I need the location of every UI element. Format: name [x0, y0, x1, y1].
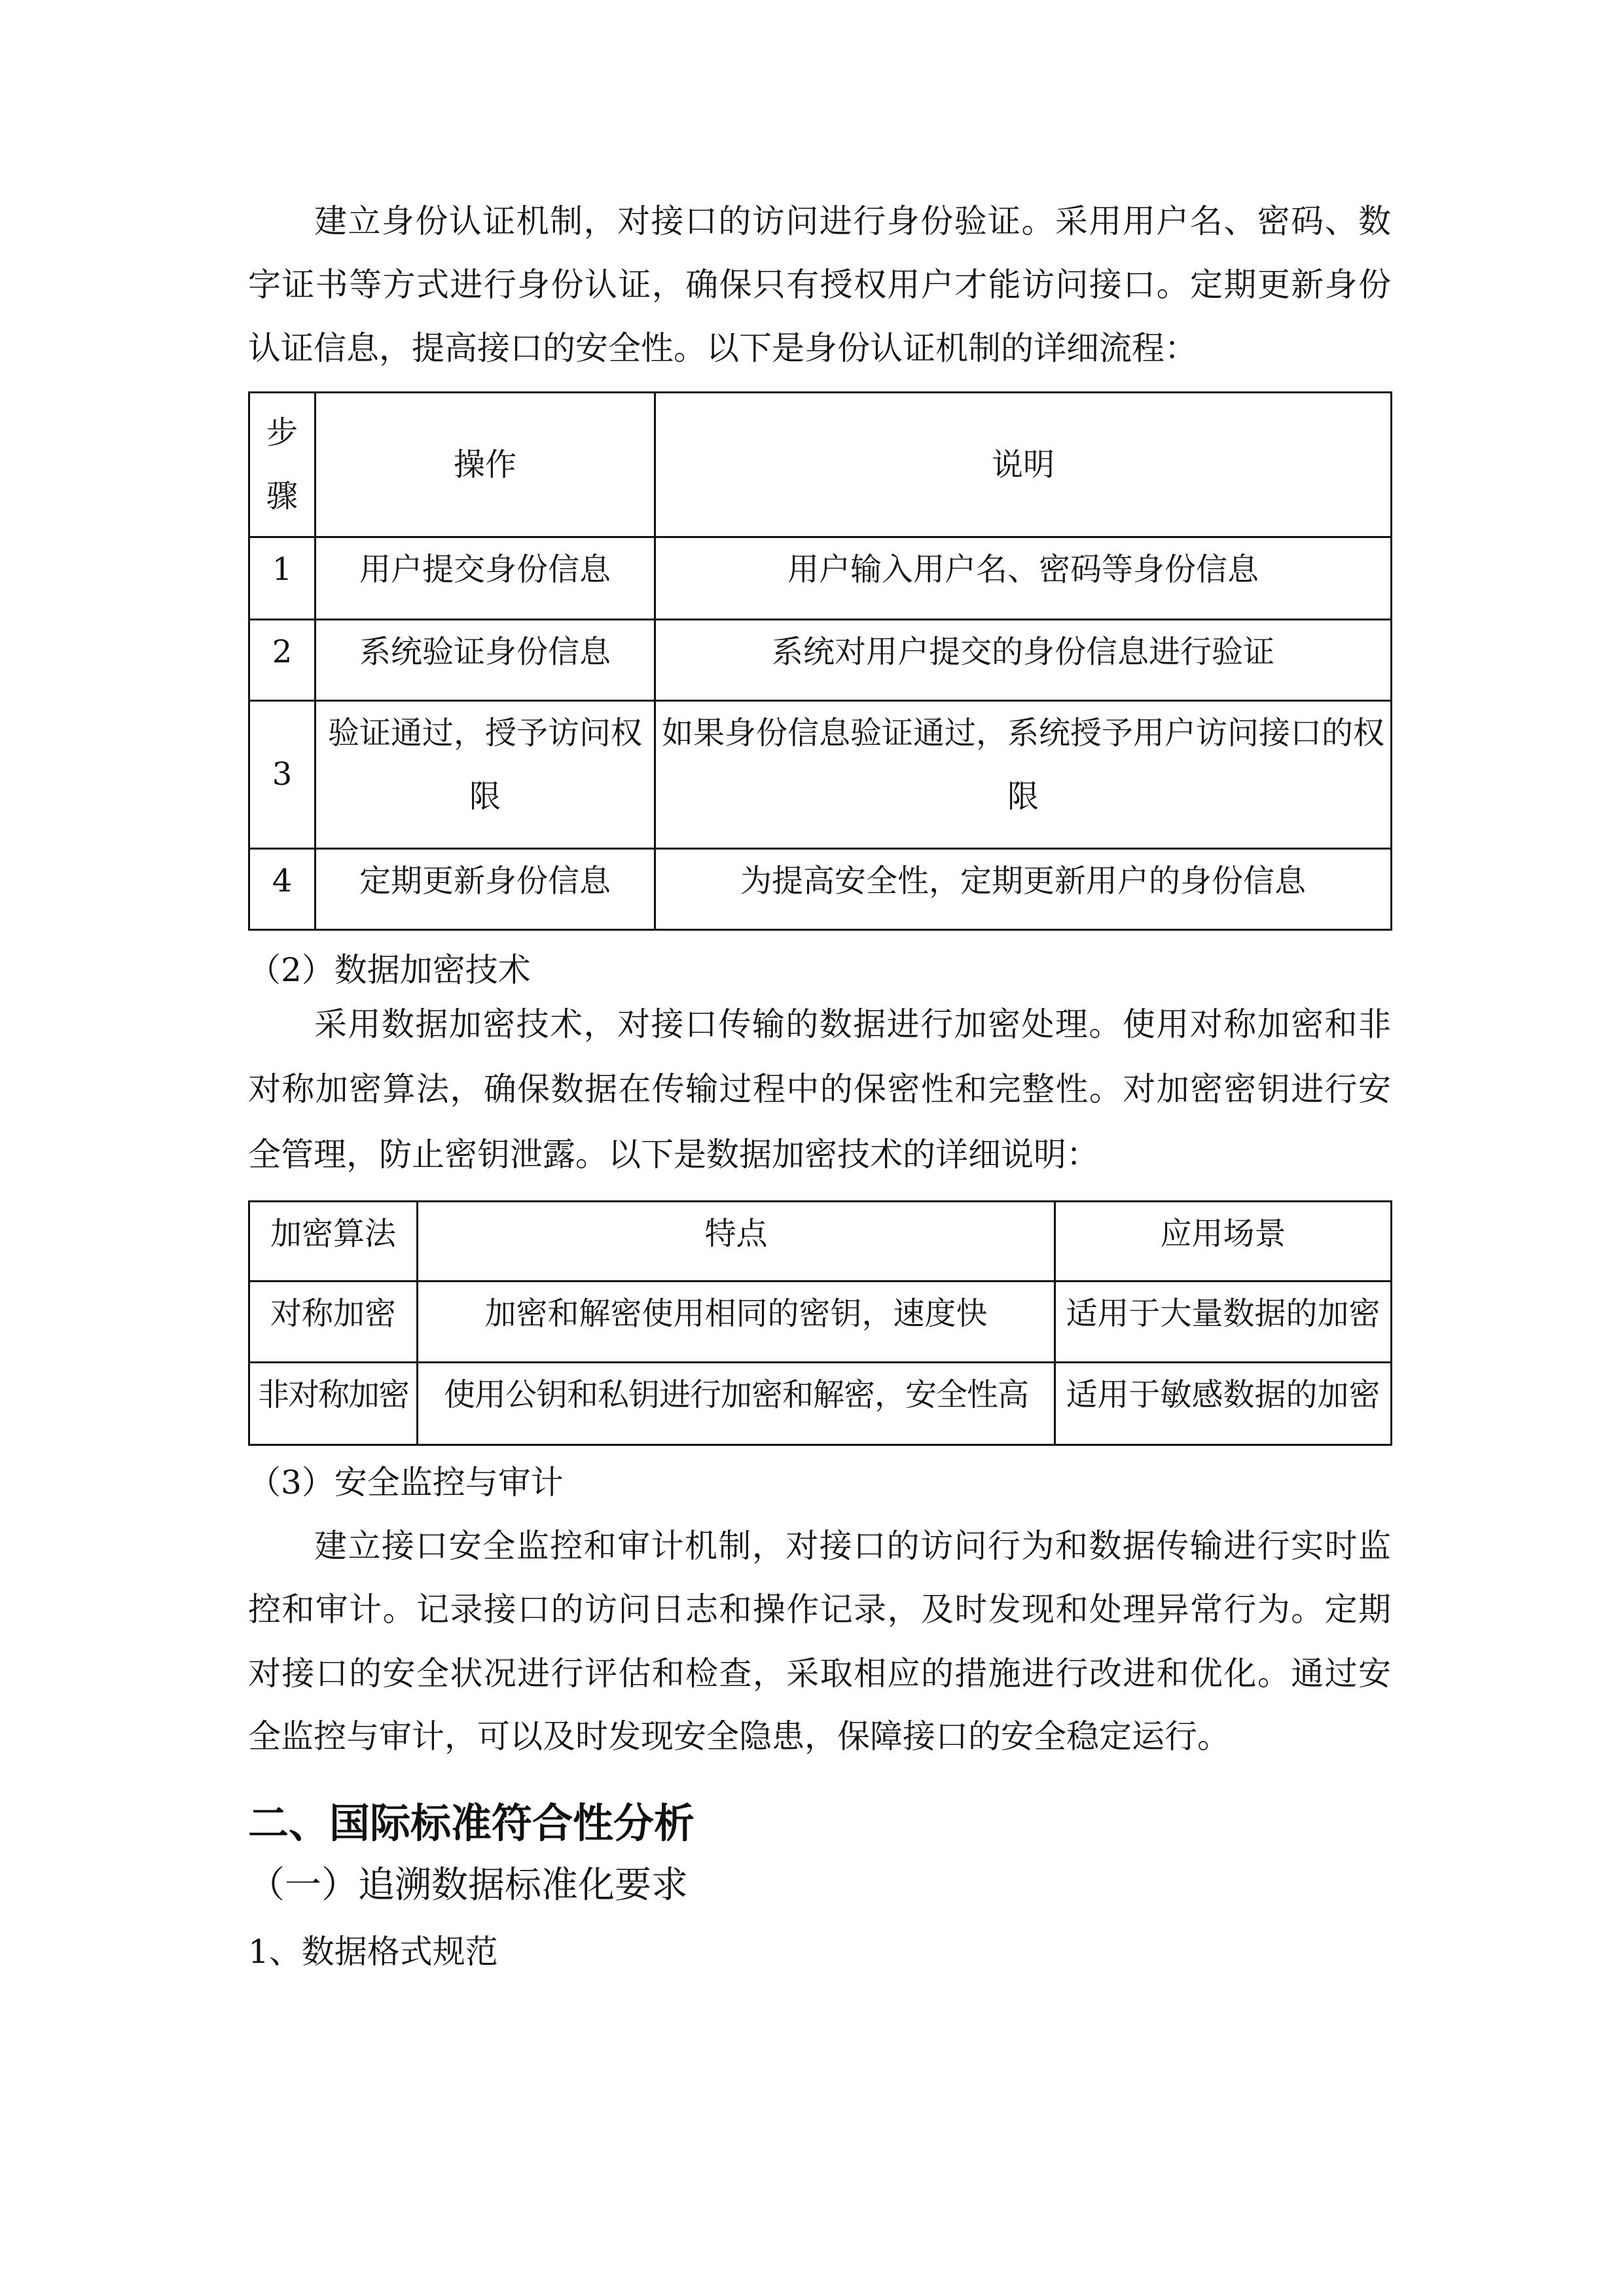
table-row	[249, 701, 1392, 849]
heading-traceability-standardization: （一）追溯数据标准化要求	[248, 1864, 688, 1907]
paragraph-line: 全管理，防止密钥泄露。以下是数据加密技术的详细说明：	[248, 1136, 1099, 1174]
cell-step: 4	[249, 849, 316, 930]
cell-description: 如果身份信息验证通过，系统授予用户访问接口的权限	[655, 701, 1392, 849]
heading-data-format: 1、数据格式规范	[248, 1933, 498, 1971]
cell-operation: 用户提交身份信息	[316, 537, 655, 620]
paragraph-line: 控和审计。记录接口的访问日志和操作记录，及时发现和处理异常行为。定期	[248, 1590, 1391, 1628]
cell-step: 2	[249, 620, 316, 701]
cell-scenario: 适用于大量数据的加密	[1055, 1282, 1392, 1363]
table-row	[249, 537, 1392, 620]
paragraph-line: 对称加密算法，确保数据在传输过程中的保密性和完整性。对加密密钥进行安	[248, 1070, 1391, 1108]
table-row	[249, 849, 1392, 930]
cell-algorithm: 非对称加密	[249, 1363, 418, 1445]
table-row	[249, 1363, 1392, 1445]
cell-description: 系统对用户提交的身份信息进行验证	[655, 620, 1392, 701]
header-step: 步 骤	[249, 393, 316, 537]
cell-step: 3	[249, 701, 316, 849]
paragraph-line: 建立接口安全监控和审计机制，对接口的访问行为和数据传输进行实时监	[314, 1527, 1391, 1565]
cell-description: 为提高安全性，定期更新用户的身份信息	[655, 849, 1392, 930]
table-row	[249, 620, 1392, 701]
heading-international-standards: 二、国际标准符合性分析	[248, 1799, 695, 1847]
cell-features: 加密和解密使用相同的密钥，速度快	[418, 1282, 1055, 1363]
paragraph-line: 采用数据加密技术，对接口传输的数据进行加密处理。使用对称加密和非	[314, 1005, 1391, 1043]
table-header-row	[249, 393, 1392, 537]
paragraph-line: 对接口的安全状况进行评估和检查，采取相应的措施进行改进和优化。通过安	[248, 1655, 1391, 1693]
header-features: 特点	[418, 1202, 1055, 1282]
identity-auth-table	[248, 391, 1392, 931]
table-header-row	[249, 1202, 1392, 1282]
cell-scenario: 适用于敏感数据的加密	[1055, 1363, 1392, 1445]
section-title-monitoring: （3）安全监控与审计	[248, 1463, 564, 1501]
cell-operation: 验证通过，授予访问权限	[316, 701, 655, 849]
paragraph-line: 全监控与审计，可以及时发现安全隐患，保障接口的安全稳定运行。	[248, 1717, 1230, 1755]
paragraph-line: 建立身份认证机制，对接口的访问进行身份验证。采用用户名、密码、数	[314, 202, 1391, 240]
paragraph-line: 字证书等方式进行身份认证，确保只有授权用户才能访问接口。定期更新身份	[248, 266, 1391, 304]
cell-features: 使用公钥和私钥进行加密和解密，安全性高	[418, 1363, 1055, 1445]
cell-algorithm: 对称加密	[249, 1282, 418, 1363]
header-operation: 操作	[316, 393, 655, 537]
cell-step: 1	[249, 537, 316, 620]
section-title-encryption: （2）数据加密技术	[248, 951, 531, 989]
paragraph-line: 认证信息，提高接口的安全性。以下是身份认证机制的详细流程：	[248, 329, 1197, 367]
table-row	[249, 1282, 1392, 1363]
cell-operation: 系统验证身份信息	[316, 620, 655, 701]
cell-operation: 定期更新身份信息	[316, 849, 655, 930]
header-description: 说明	[655, 393, 1392, 537]
header-algorithm: 加密算法	[249, 1202, 418, 1282]
encryption-table	[248, 1200, 1392, 1446]
header-scenario: 应用场景	[1055, 1202, 1392, 1282]
cell-description: 用户输入用户名、密码等身份信息	[655, 537, 1392, 620]
